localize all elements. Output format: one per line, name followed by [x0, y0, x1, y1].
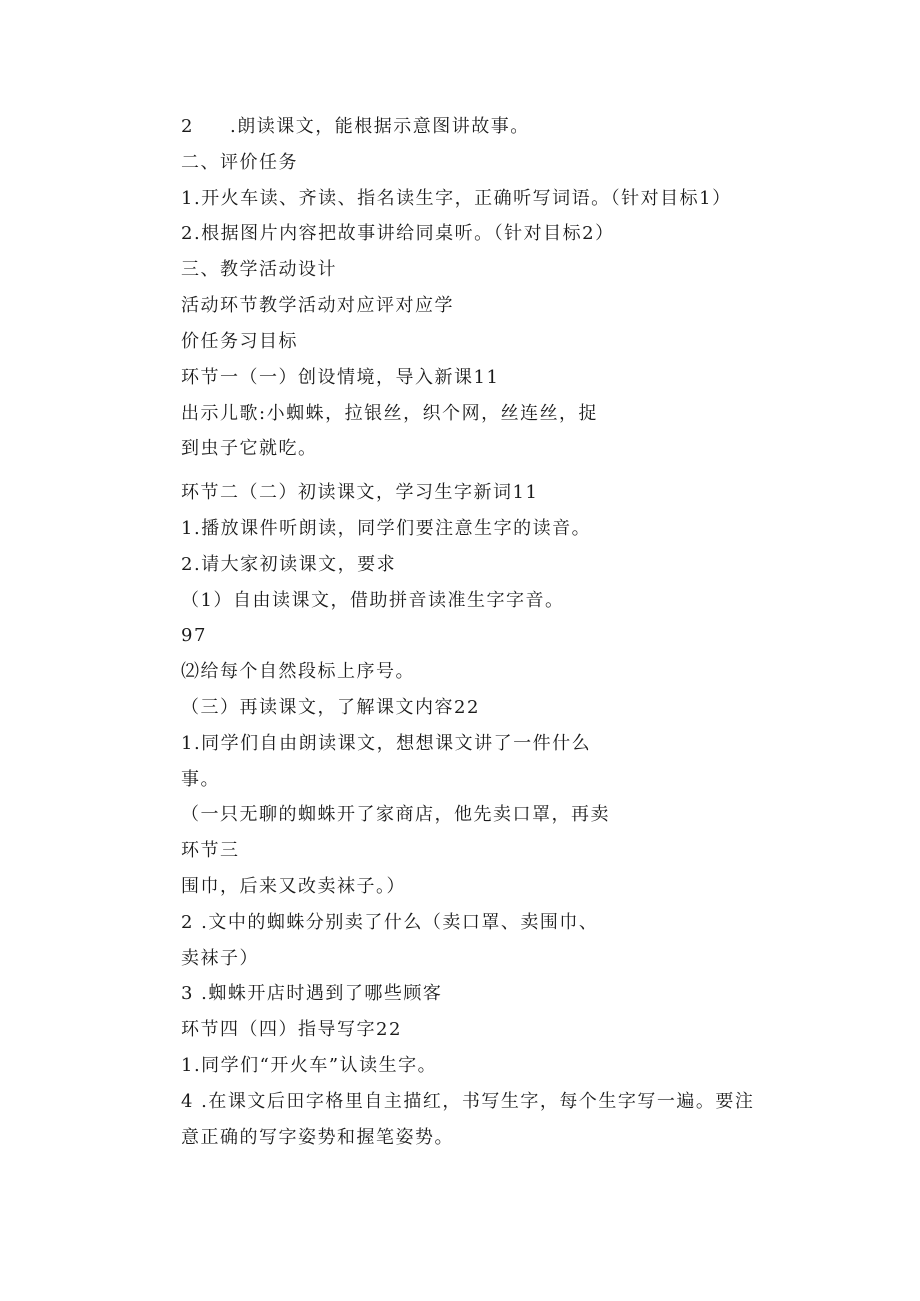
text-line: 1.同学们自由朗读课文，想想课文讲了一件什么: [181, 733, 592, 754]
text-line: （三）再读课文，了解课文内容22: [181, 697, 480, 718]
text-line: 事。: [181, 769, 220, 790]
text-line: 2 .文中的蜘蛛分别卖了什么（卖口罩、卖围巾、: [181, 912, 599, 933]
text-line: 2.请大家初读课文，要求: [181, 554, 397, 575]
text-line: 环节三: [181, 840, 240, 861]
text-line: 2 .朗读课文，能根据示意图讲故事。: [181, 116, 530, 137]
text-line: （1）自由读课文，借助拼音读准生字字音。: [181, 590, 565, 611]
text-line: 出示儿歌:小蜘蛛，拉银丝，织个网，丝连丝，捉: [181, 403, 599, 424]
text-line: 1.开火车读、齐读、指名读生字，正确听写词语。（针对目标1）: [181, 188, 732, 209]
text-line: （一只无聊的蜘蛛开了家商店，他先卖口罩，再卖: [181, 804, 610, 825]
text-line: 意正确的写字姿势和握笔姿势。: [181, 1127, 454, 1148]
text-line: 3 .蜘蛛开店时遇到了哪些顾客: [181, 983, 443, 1004]
text-line: 1.同学们“开火车”认读生字。: [181, 1055, 438, 1076]
text-line: 2.根据图片内容把故事讲给同桌听。（针对目标2）: [181, 223, 615, 244]
section-heading: 二、评价任务: [181, 152, 298, 173]
section-heading: 三、教学活动设计: [181, 259, 337, 280]
text-line: 价任务习目标: [181, 331, 298, 352]
text-line: 环节二（二）初读课文，学习生字新词11: [181, 482, 539, 503]
text-line: ⑵给每个自然段标上序号。: [181, 661, 415, 682]
text-line: 围巾，后来又改卖袜子。）: [181, 876, 406, 897]
text-line: 97: [181, 625, 207, 646]
text-line: 4 .在课文后田字格里自主描红，书写生字，每个生字写一遍。要注: [181, 1091, 755, 1112]
text-line: 环节四（四）指导写字22: [181, 1019, 402, 1040]
text-line: 到虫子它就吃。: [181, 438, 318, 459]
text-line: 1.播放课件听朗读，同学们要注意生字的读音。: [181, 518, 592, 539]
text-line: 活动环节教学活动对应评对应学: [181, 295, 454, 316]
text-line: 卖袜子）: [181, 948, 259, 969]
text-line: 环节一（一）创设情境，导入新课11: [181, 367, 500, 388]
